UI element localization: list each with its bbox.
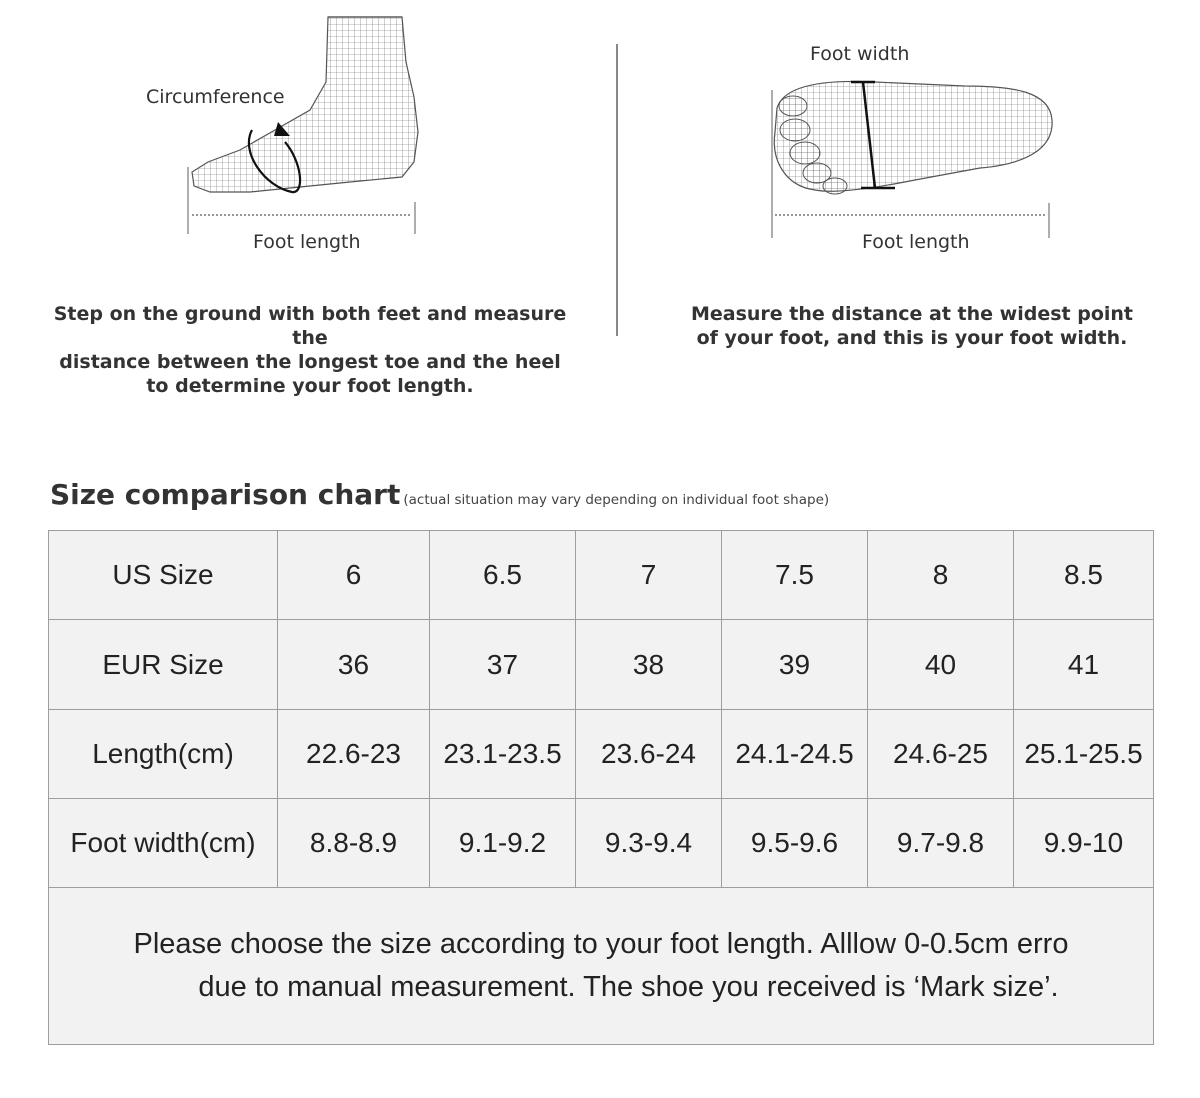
table-cell: 8.8-8.9	[278, 799, 430, 888]
chart-title-main: Size comparison chart	[50, 478, 401, 511]
side-foot-illustration	[180, 12, 420, 237]
table-cell: 39	[722, 620, 868, 709]
chart-subtitle: (actual situation may vary depending on individual foot shape)	[403, 492, 830, 508]
table-cell: 6	[278, 531, 430, 620]
foot-length-instructions	[40, 302, 580, 398]
table-cell: 24.1-24.5	[722, 709, 868, 798]
instruction-line: of your foot, and this is your foot width.	[696, 327, 1128, 349]
table-row-eur-size	[49, 620, 1154, 709]
table-cell: 8.5	[1014, 531, 1154, 620]
table-cell: 9.5-9.6	[722, 799, 868, 888]
table-cell: 9.7-9.8	[868, 799, 1014, 888]
table-cell: 9.9-10	[1014, 799, 1154, 888]
note-line: due to manual measurement. The shoe you received is ‘Mark size’.	[198, 971, 1059, 1004]
vertical-divider	[616, 44, 618, 336]
table-cell: 25.1-25.5	[1014, 709, 1154, 798]
table-cell: 40	[868, 620, 1014, 709]
foot-length-label-right: Foot length	[862, 231, 970, 253]
instruction-line: Measure the distance at the widest point	[690, 303, 1133, 325]
table-cell: 22.6-23	[278, 709, 430, 798]
table-cell: 9.1-9.2	[430, 799, 576, 888]
note-line: Please choose the size according to your foot length. Alllow 0-0.5cm erro	[133, 928, 1069, 961]
table-row-length	[49, 709, 1154, 798]
size-note	[49, 888, 1154, 1045]
table-cell: 38	[576, 620, 722, 709]
sole-foot-illustration	[765, 68, 1060, 238]
table-row-note	[49, 888, 1154, 1045]
row-header: EUR Size	[49, 620, 278, 709]
instruction-line: Step on the ground with both feet and measure the	[53, 303, 567, 349]
circumference-label: Circumference	[146, 86, 285, 108]
foot-length-label-left: Foot length	[253, 231, 361, 253]
size-chart-title	[50, 478, 829, 511]
row-header: Foot width(cm)	[49, 799, 278, 888]
table-row-foot-width	[49, 799, 1154, 888]
row-header: Length(cm)	[49, 709, 278, 798]
instruction-line: to determine your foot length.	[146, 375, 474, 397]
table-cell: 6.5	[430, 531, 576, 620]
foot-width-instructions	[682, 302, 1142, 350]
table-cell: 7.5	[722, 531, 868, 620]
instruction-line: distance between the longest toe and the heel	[59, 351, 561, 373]
table-cell: 37	[430, 620, 576, 709]
table-cell: 7	[576, 531, 722, 620]
table-cell: 24.6-25	[868, 709, 1014, 798]
table-cell: 8	[868, 531, 1014, 620]
table-cell: 23.1-23.5	[430, 709, 576, 798]
row-header: US Size	[49, 531, 278, 620]
table-cell: 41	[1014, 620, 1154, 709]
table-cell: 36	[278, 620, 430, 709]
table-row-us-size	[49, 531, 1154, 620]
foot-width-label: Foot width	[810, 43, 910, 65]
size-comparison-table	[48, 530, 1154, 1045]
table-cell: 9.3-9.4	[576, 799, 722, 888]
table-cell: 23.6-24	[576, 709, 722, 798]
